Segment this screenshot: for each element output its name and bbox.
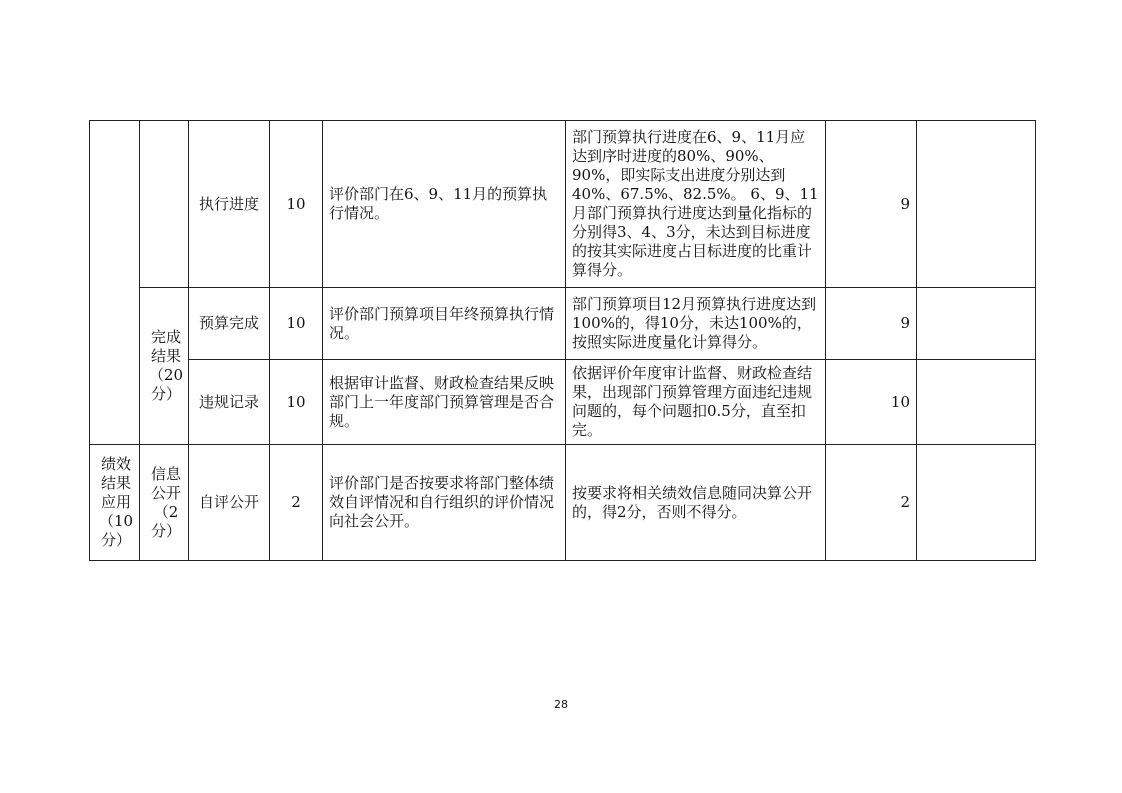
level1-cell-empty [90,121,140,445]
criteria-cell: 部门预算项目12月预算执行进度达到100%的，得10分，未达100%的，按照实际进度量化计算得分。 [566,288,826,360]
group-info-disclosure [140,445,189,561]
content-cell: 评价部门是否按要求将部门整体绩效自评情况和自行组织的评价情况向社会公开。 [323,445,566,561]
note-cell [917,121,1036,288]
table-row [90,445,1036,561]
table-row [90,360,1036,445]
group-label: 完成结果（20分） [148,328,184,403]
content-cell: 根据审计监督、财政检查结果反映部门上一年度部门预算管理是否合规。 [323,360,566,445]
table-row [90,121,1036,288]
group-performance-application [90,445,140,561]
result-cell: 2 [826,445,917,561]
result-cell: 10 [826,360,917,445]
note-cell [917,288,1036,360]
evaluation-table [89,120,1036,561]
note-cell [917,360,1036,445]
result-cell: 9 [826,288,917,360]
note-cell [917,445,1036,561]
score-cell: 10 [270,288,323,360]
criteria-cell: 按要求将相关绩效信息随同决算公开的，得2分，否则不得分。 [566,445,826,561]
indicator-cell: 自评公开 [189,445,270,561]
group-label: 绩效结果应用（10分） [98,455,134,549]
content-cell: 评价部门预算项目年终预算执行情况。 [323,288,566,360]
table-row [90,288,1036,360]
group-label: 信息公开（2分） [150,464,181,540]
score-cell: 2 [270,445,323,561]
criteria-cell: 依据评价年度审计监督、财政检查结果，出现部门预算管理方面违纪违规问题的，每个问题扣0.5分，直至扣完。 [566,360,826,445]
result-cell: 9 [826,121,917,288]
indicator-cell: 预算完成 [189,288,270,360]
score-cell: 10 [270,121,323,288]
group-completion-result [140,288,189,445]
criteria-cell: 部门预算执行进度在6、9、11月应达到序时进度的80%、90%、90%，即实际支出进度分别达到40%、67.5%、82.5%。 6、9、11月部门预算执行进度达到量化指标的分别得3、4、3分，未达到目标进度的按其实际进度占目标进度的比重计算得分。 [566,121,826,288]
score-cell: 10 [270,360,323,445]
level2-cell-empty [140,121,189,288]
content-cell: 评价部门在6、9、11月的预算执行情况。 [323,121,566,288]
page-number: 28 [554,698,568,711]
indicator-cell: 违规记录 [189,360,270,445]
indicator-cell: 执行进度 [189,121,270,288]
